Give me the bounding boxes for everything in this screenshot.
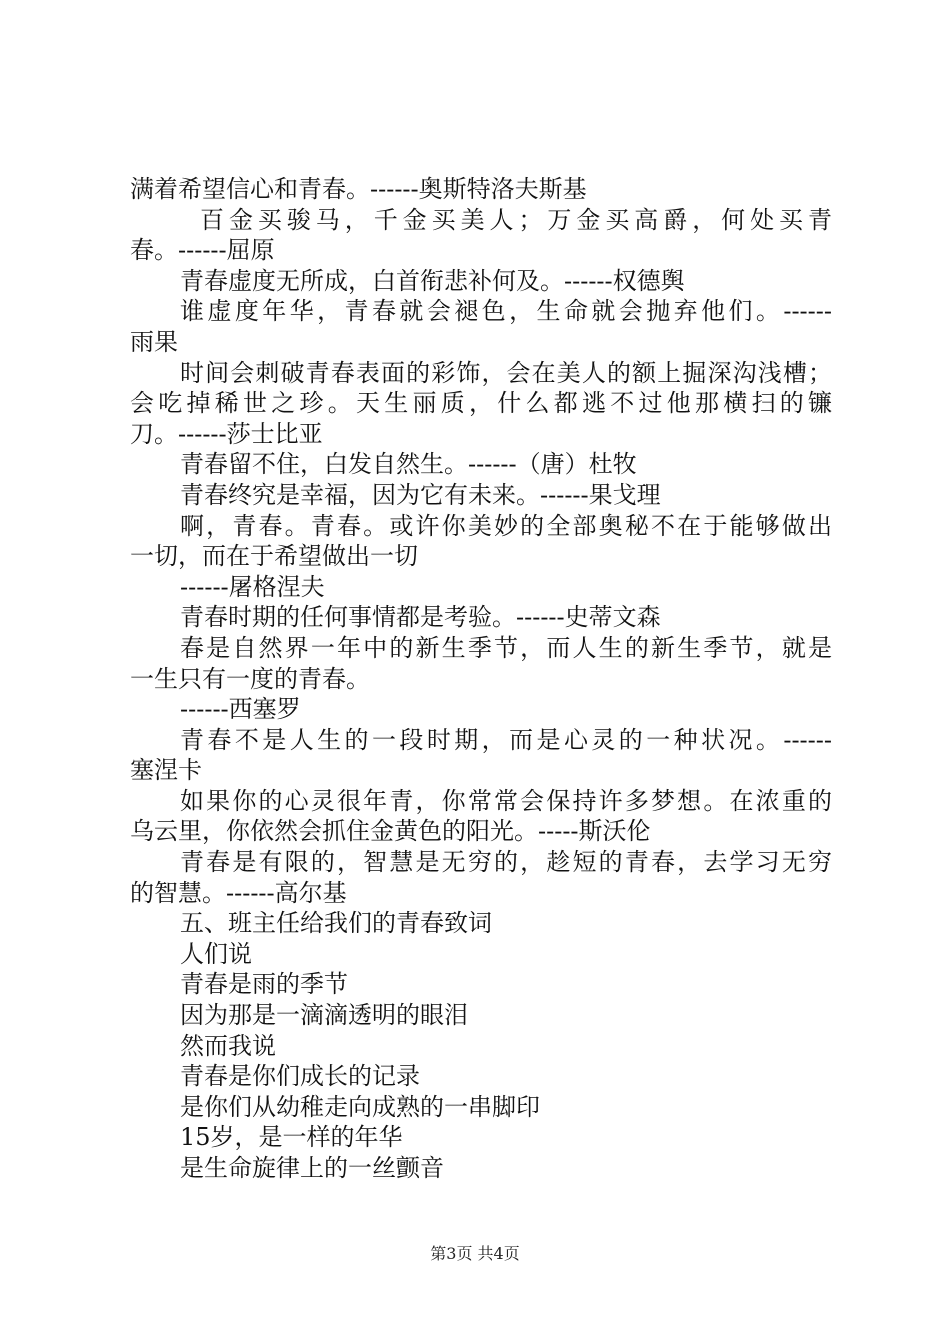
- text-line: 谁虚度年华，青春就会褪色，生命就会抛弃他们。------: [180, 297, 832, 326]
- text-line: 春是自然界一年中的新生季节，而人生的新生季节，就是: [180, 633, 832, 662]
- text-line: 青春时期的任何事情都是考验。------史蒂文森: [180, 603, 661, 632]
- text-line: 青春不是人生的一段时期，而是心灵的一种状况。------: [180, 725, 832, 754]
- poem-line: 青春是你们成长的记录: [180, 1062, 420, 1091]
- text-line: 会吃掉稀世之珍。天生丽质，什么都逃不过他那横扫的镰: [130, 389, 832, 418]
- text-line: 青春是有限的，智慧是无穷的，趁短的青春，去学习无穷: [180, 848, 832, 877]
- poem-line: 是你们从幼稚走向成熟的一串脚印: [180, 1092, 540, 1121]
- poem-line: 因为那是一滴滴透明的眼泪: [180, 1001, 468, 1030]
- text-line: 啊，青春。青春。或许你美妙的全部奥秘不在于能够做出: [180, 511, 832, 540]
- poem-line: 然而我说: [180, 1031, 276, 1060]
- poem-line: 是生命旋律上的一丝颤音: [180, 1154, 444, 1182]
- text-line: 如果你的心灵很年青，你常常会保持许多梦想。在浓重的: [180, 786, 832, 815]
- text-line: 一切，而在于希望做出一切: [130, 542, 418, 571]
- text-line: 的智慧。------高尔基: [130, 878, 347, 907]
- poem-line: 人们说: [180, 939, 252, 968]
- text-line: 刀。------莎士比亚: [130, 419, 323, 448]
- poem-line: 青春是雨的季节: [180, 970, 348, 999]
- page-footer: 第3页 共4页: [430, 1244, 520, 1263]
- text-line: ------西塞罗: [180, 695, 301, 724]
- text-line: 青春终究是幸福，因为它有未来。------果戈理: [180, 480, 661, 509]
- text-line: 时间会刺破青春表面的彩饰，会在美人的额上掘深沟浅槽；: [180, 358, 832, 387]
- text-line: 塞涅卡: [130, 756, 202, 785]
- text-line: ------屠格涅夫: [180, 572, 325, 601]
- text-line: 满着希望信心和青春。------奥斯特洛夫斯基: [130, 175, 587, 203]
- text-line: 青春留不住，白发自然生。------（唐）杜牧: [180, 450, 637, 479]
- text-line: 青春虚度无所成，白首衔悲补何及。------权德舆: [180, 266, 685, 295]
- text-line: 春。------屈原: [130, 236, 275, 265]
- text-line: 百金买骏马，千金买美人；万金买高爵，何处买青: [200, 205, 832, 234]
- text-line: 乌云里，你依然会抓住金黄色的阳光。-----斯沃伦: [130, 817, 651, 846]
- poem-line: 15岁，是一样的年华: [180, 1123, 403, 1152]
- section-heading: 五、班主任给我们的青春致词: [180, 909, 492, 938]
- document-body: [130, 174, 832, 1184]
- text-line: 一生只有一度的青春。: [130, 664, 370, 693]
- text-line: 雨果: [130, 327, 178, 356]
